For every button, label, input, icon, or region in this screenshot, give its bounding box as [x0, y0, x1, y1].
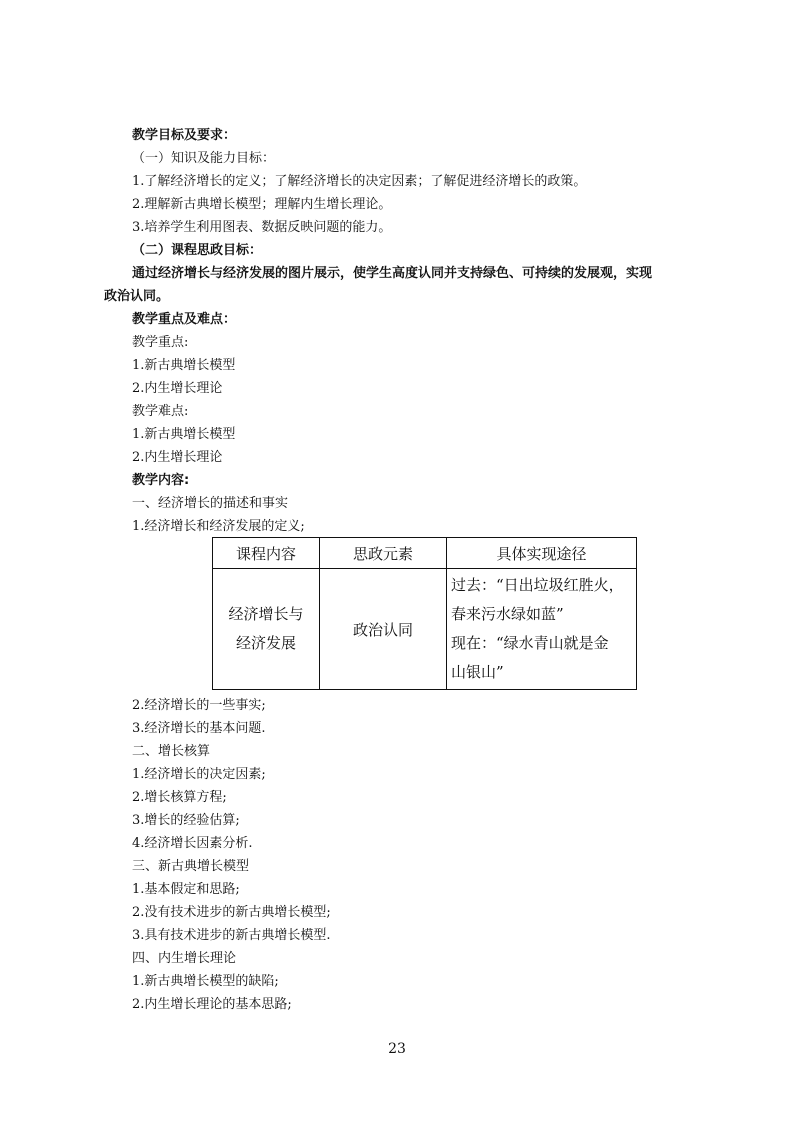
content-item: 1.基本假定和思路; — [132, 882, 240, 897]
page-number: 23 — [388, 1041, 406, 1057]
content-item: 4.经济增长因素分析. — [132, 836, 253, 851]
content-item: 1.经济增长的决定因素; — [132, 767, 266, 782]
path-line: 现在：“绿水青山就是金 — [451, 634, 609, 652]
difficulty-item: 2.内生增长理论 — [132, 450, 223, 465]
key-label: 教学重点: — [132, 335, 189, 350]
table-header: 课程内容 — [213, 538, 320, 569]
part-title: 二、增长核算 — [132, 744, 211, 759]
goal-item: 2.理解新古典增长模型；理解内生增长理论。 — [132, 197, 392, 212]
content-item: 1.经济增长和经济发展的定义; — [132, 519, 305, 534]
knowledge-subheading: （一）知识及能力目标： — [132, 151, 276, 166]
table-cell-content — [213, 569, 320, 690]
part-title: 一、经济增长的描述和事实 — [132, 496, 289, 511]
goals-heading: 教学目标及要求： — [132, 128, 237, 143]
ideo-subheading: （二）课程思政目标： — [132, 243, 263, 258]
content-item: 3.经济增长的基本问题. — [132, 721, 266, 736]
table-cell-path — [447, 569, 637, 690]
table-header: 思政元素 — [320, 538, 447, 569]
path-line: 山银山” — [451, 663, 504, 681]
path-line: 过去：“日出垃圾红胜火， — [451, 576, 624, 594]
content-line: 经济增长与 — [228, 605, 304, 623]
content-item: 2.没有技术进步的新古典增长模型; — [132, 905, 331, 920]
content-heading: 教学内容: — [132, 473, 190, 488]
part-title: 四、内生增长理论 — [132, 951, 237, 966]
goal-item: 1.了解经济增长的定义；了解经济增长的决定因素；了解促进经济增长的政策。 — [132, 174, 587, 189]
content-item: 1.新古典增长模型的缺陷; — [132, 974, 279, 989]
content-item: 3.增长的经验估算; — [132, 813, 240, 828]
path-line: 春来污水绿如蓝” — [451, 605, 564, 623]
key-item: 1.新古典增长模型 — [132, 358, 236, 373]
table-header: 具体实现途径 — [447, 538, 637, 569]
goal-item: 3.培养学生利用图表、数据反映问题的能力。 — [132, 220, 392, 235]
difficulty-label: 教学难点: — [132, 404, 189, 419]
content-item: 3.具有技术进步的新古典增长模型. — [132, 928, 331, 943]
key-item: 2.内生增长理论 — [132, 381, 223, 396]
part-title: 三、新古典增长模型 — [132, 859, 250, 874]
table-cell-element: 政治认同 — [320, 569, 447, 690]
ideological-table — [212, 537, 637, 690]
difficulty-item: 1.新古典增长模型 — [132, 427, 236, 442]
content-item: 2.经济增长的一些事实; — [132, 698, 266, 713]
ideo-text: 通过经济增长与经济发展的图片展示，使学生高度认同并支持绿色、可持续的发展观，实现 — [132, 266, 653, 281]
key-heading: 教学重点及难点： — [132, 312, 237, 327]
content-line: 经济发展 — [235, 634, 296, 652]
content-item: 2.内生增长理论的基本思路; — [132, 997, 292, 1012]
ideo-text-continued: 政治认同。 — [104, 289, 170, 304]
content-item: 2.增长核算方程; — [132, 790, 227, 805]
